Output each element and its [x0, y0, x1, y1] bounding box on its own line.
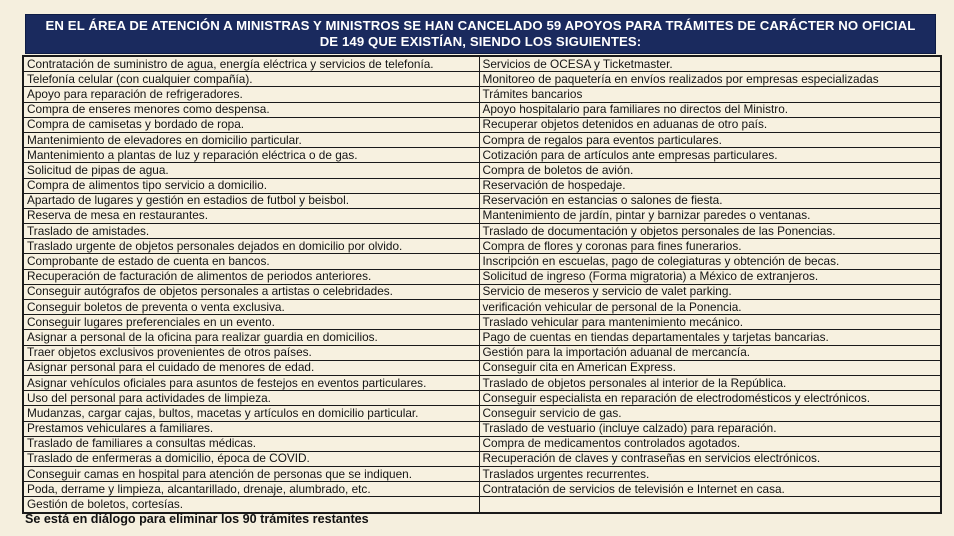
cell-left: Gestión de boletos, cortesías.: [23, 497, 479, 513]
table-row: [23, 87, 941, 102]
cell-left: Conseguir boletos de preventa o venta exclusiva.: [23, 300, 479, 315]
cell-left: Comprobante de estado de cuenta en bancos.: [23, 254, 479, 269]
table-row: [23, 178, 941, 193]
cell-right: Traslado de objetos personales al interior de la República.: [479, 375, 941, 390]
cell-right: Compra de medicamentos controlados agotados.: [479, 436, 941, 451]
cell-right: Pago de cuentas en tiendas departamentales y tarjetas bancarias.: [479, 330, 941, 345]
cell-left: Compra de enseres menores como despensa.: [23, 102, 479, 117]
table-row: [23, 375, 941, 390]
cell-left: Contratación de suministro de agua, energía eléctrica y servicios de telefonía.: [23, 56, 479, 72]
cell-right: Compra de regalos para eventos particulares.: [479, 132, 941, 147]
table-row: [23, 315, 941, 330]
cell-right: Traslado de vestuario (incluye calzado) para reparación.: [479, 421, 941, 436]
table-row: [23, 467, 941, 482]
cell-left: Conseguir lugares preferenciales en un evento.: [23, 315, 479, 330]
table-row: [23, 148, 941, 163]
title-banner: [25, 14, 936, 54]
table-row: [23, 436, 941, 451]
cell-right: Compra de flores y coronas para fines funerarios.: [479, 239, 941, 254]
cell-left: Asignar a personal de la oficina para realizar guardia en domicilios.: [23, 330, 479, 345]
table-row: [23, 421, 941, 436]
cell-left: Traslado urgente de objetos personales dejados en domicilio por olvido.: [23, 239, 479, 254]
cell-right: Apoyo hospitalario para familiares no directos del Ministro.: [479, 102, 941, 117]
cell-right: Reservación de hospedaje.: [479, 178, 941, 193]
cell-right: Compra de boletos de avión.: [479, 163, 941, 178]
table-row: [23, 224, 941, 239]
cell-left: Traslado de familiares a consultas médicas.: [23, 436, 479, 451]
cell-left: Recuperación de facturación de alimentos de periodos anteriores.: [23, 269, 479, 284]
table-row: [23, 451, 941, 466]
table-row: [23, 345, 941, 360]
cell-right: Solicitud de ingreso (Forma migratoria) a México de extranjeros.: [479, 269, 941, 284]
cell-right: Reservación en estancias o salones de fiesta.: [479, 193, 941, 208]
table-row: [23, 208, 941, 223]
cell-right: verificación vehicular de personal de la Ponencia.: [479, 300, 941, 315]
table-row: [23, 330, 941, 345]
table-row: [23, 193, 941, 208]
cell-left: Apartado de lugares y gestión en estadios de futbol y beisbol.: [23, 193, 479, 208]
table-row: [23, 284, 941, 299]
cell-left: Conseguir camas en hospital para atención de personas que se indiquen.: [23, 467, 479, 482]
table-body: [23, 56, 941, 513]
table-row: [23, 239, 941, 254]
table-row: [23, 163, 941, 178]
table-row: [23, 72, 941, 87]
cell-left: Telefonía celular (con cualquier compañía).: [23, 72, 479, 87]
cell-right: [479, 497, 941, 513]
cell-left: Asignar personal para el cuidado de menores de edad.: [23, 360, 479, 375]
cell-left: Mantenimiento a plantas de luz y reparación eléctrica o de gas.: [23, 148, 479, 163]
cell-left: Solicitud de pipas de agua.: [23, 163, 479, 178]
cell-right: Mantenimiento de jardín, pintar y barnizar paredes o ventanas.: [479, 208, 941, 223]
cell-right: Recuperación de claves y contraseñas en servicios electrónicos.: [479, 451, 941, 466]
table-row: [23, 482, 941, 497]
cell-left: Reserva de mesa en restaurantes.: [23, 208, 479, 223]
cell-right: Servicios de OCESA y Ticketmaster.: [479, 56, 941, 72]
cell-left: Prestamos vehiculares a familiares.: [23, 421, 479, 436]
cell-left: Apoyo para reparación de refrigeradores.: [23, 87, 479, 102]
table-row: [23, 132, 941, 147]
cell-left: Compra de camisetas y bordado de ropa.: [23, 117, 479, 132]
cell-right: Traslados urgentes recurrentes.: [479, 467, 941, 482]
cell-right: Conseguir servicio de gas.: [479, 406, 941, 421]
cell-right: Recuperar objetos detenidos en aduanas de otro país.: [479, 117, 941, 132]
cell-right: Monitoreo de paquetería en envíos realizados por empresas especializadas: [479, 72, 941, 87]
table-row: [23, 406, 941, 421]
table-row: [23, 497, 941, 513]
cell-left: Mantenimiento de elevadores en domicilio particular.: [23, 132, 479, 147]
cell-left: Traslado de enfermeras a domicilio, época de COVID.: [23, 451, 479, 466]
cell-right: Gestión para la importación aduanal de mercancía.: [479, 345, 941, 360]
footer-note: Se está en diálogo para eliminar los 90 trámites restantes: [25, 512, 369, 526]
cell-left: Mudanzas, cargar cajas, bultos, macetas y artículos en domicilio particular.: [23, 406, 479, 421]
cell-right: Inscripción en escuelas, pago de colegiaturas y obtención de becas.: [479, 254, 941, 269]
cell-right: Servicio de meseros y servicio de valet parking.: [479, 284, 941, 299]
cell-right: Trámites bancarios: [479, 87, 941, 102]
cell-left: Traer objetos exclusivos provenientes de otros países.: [23, 345, 479, 360]
cell-left: Poda, derrame y limpieza, alcantarillado, drenaje, alumbrado, etc.: [23, 482, 479, 497]
cell-left: Conseguir autógrafos de objetos personales a artistas o celebridades.: [23, 284, 479, 299]
cell-right: Cotización para de artículos ante empresas particulares.: [479, 148, 941, 163]
table-row: [23, 269, 941, 284]
table-row: [23, 117, 941, 132]
cell-right: Traslado vehicular para mantenimiento mecánico.: [479, 315, 941, 330]
cancelled-supports-table: [22, 55, 942, 514]
cell-left: Compra de alimentos tipo servicio a domicilio.: [23, 178, 479, 193]
table-row: [23, 102, 941, 117]
cell-right: Conseguir especialista en reparación de electrodomésticos y electrónicos.: [479, 391, 941, 406]
table-row: [23, 360, 941, 375]
cell-right: Traslado de documentación y objetos personales de las Ponencias.: [479, 224, 941, 239]
cell-left: Uso del personal para actividades de limpieza.: [23, 391, 479, 406]
cell-left: Asignar vehículos oficiales para asuntos de festejos en eventos particulares.: [23, 375, 479, 390]
table-row: [23, 391, 941, 406]
title-text: EN EL ÁREA DE ATENCIÓN A MINISTRAS Y MINISTROS SE HAN CANCELADO 59 APOYOS PARA TRÁMITES DE CARÁCTER NO OFICIAL DE 149 QUE EXISTÍAN, SIENDO LOS SIGUIENTES:: [45, 18, 916, 49]
cell-right: Contratación de servicios de televisión e Internet en casa.: [479, 482, 941, 497]
table-row: [23, 300, 941, 315]
cell-right: Conseguir cita en American Express.: [479, 360, 941, 375]
table-row: [23, 56, 941, 72]
cell-left: Traslado de amistades.: [23, 224, 479, 239]
table-row: [23, 254, 941, 269]
